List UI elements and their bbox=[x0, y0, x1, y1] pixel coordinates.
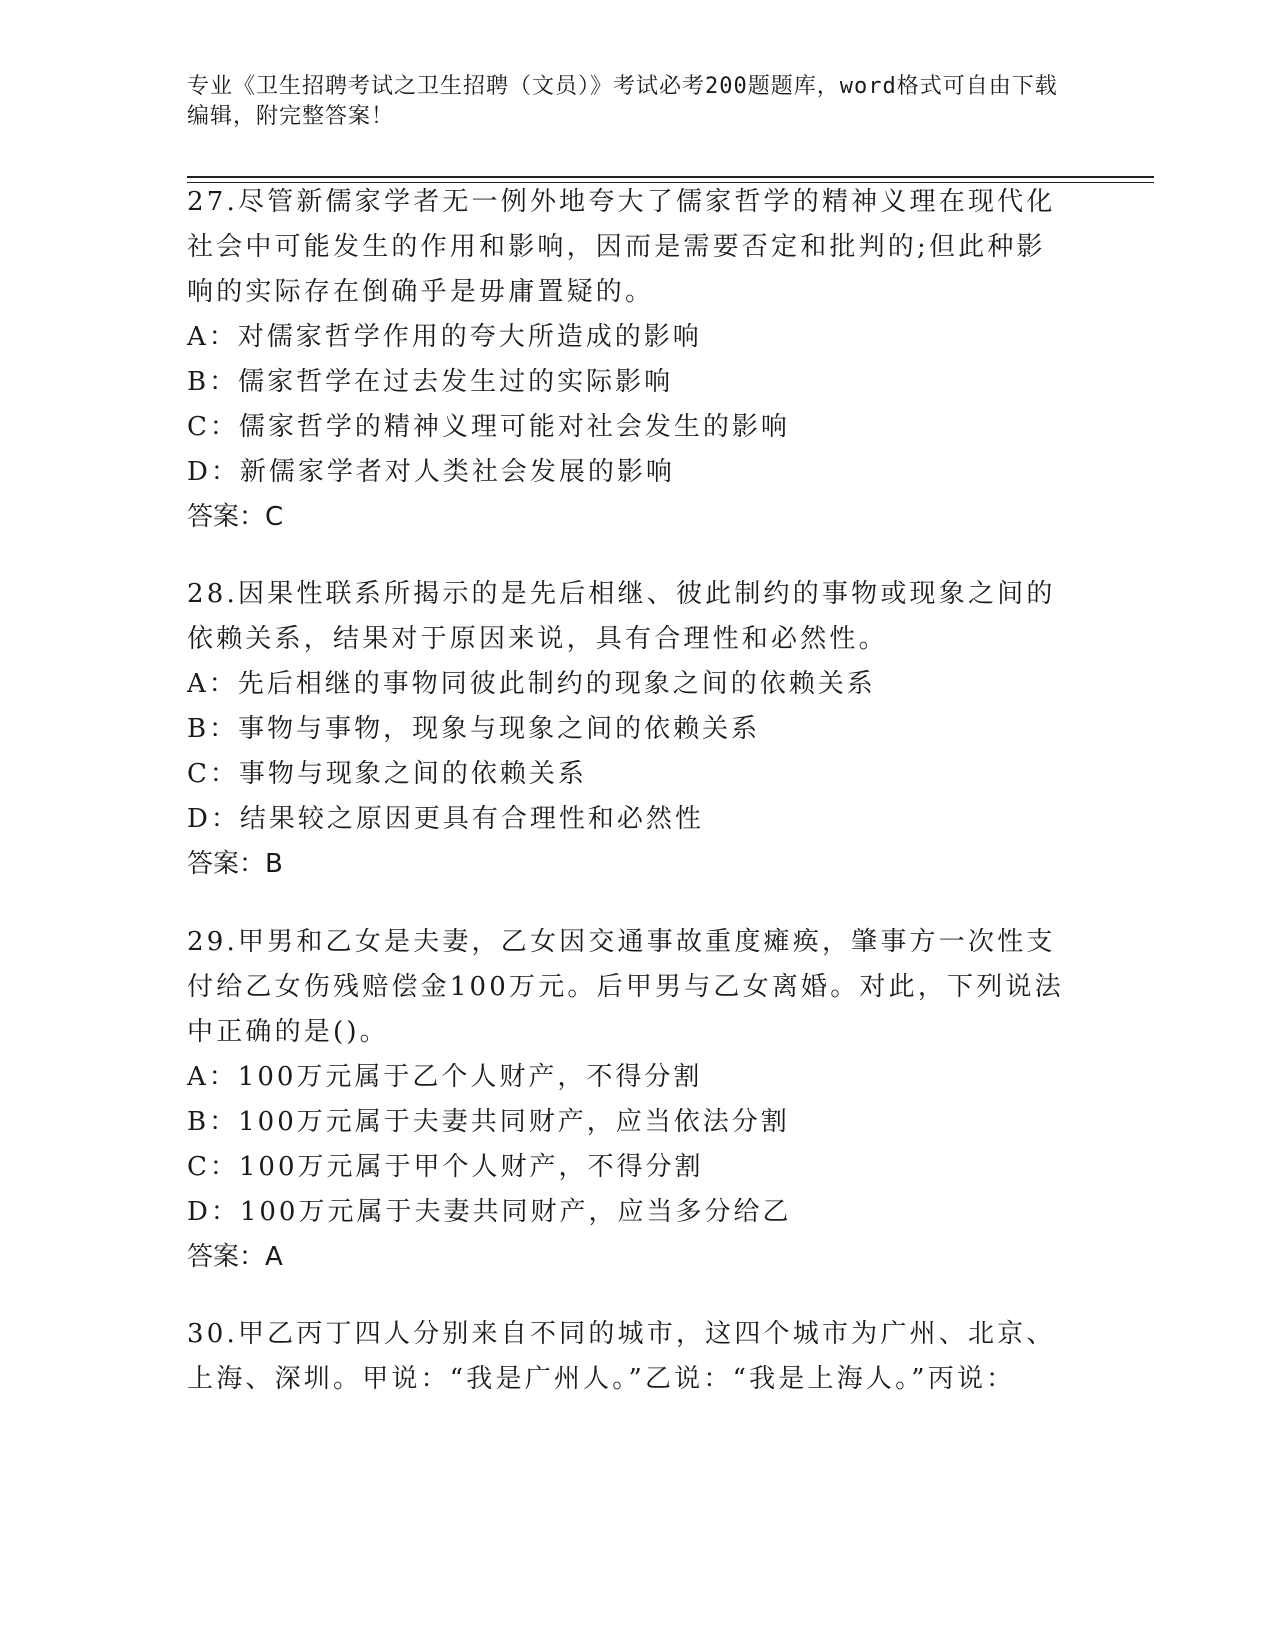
option-a: A：100万元属于乙个人财产，不得分割 bbox=[187, 1062, 703, 1092]
option-b: B：儒家哲学在过去发生过的实际影响 bbox=[187, 367, 674, 397]
option-b: B：100万元属于夫妻共同财产，应当依法分割 bbox=[187, 1107, 790, 1137]
option-d: D：100万元属于夫妻共同财产，应当多分给乙 bbox=[187, 1197, 792, 1227]
option-c: C：儒家哲学的精神义理可能对社会发生的影响 bbox=[187, 412, 790, 442]
document-header: 专业《卫生招聘考试之卫生招聘（文员）》考试必考200题题库，word格式可自由下载编辑，附完整答案！ bbox=[187, 74, 1058, 129]
option-a: A：先后相继的事物同彼此制约的现象之间的依赖关系 bbox=[187, 669, 876, 699]
answer-label: 答案：B bbox=[187, 849, 283, 879]
question-29 bbox=[187, 920, 1067, 1280]
option-b: B：事物与事物，现象与现象之间的依赖关系 bbox=[187, 714, 761, 744]
question-stem: 27.尽管新儒家学者无一例外地夸大了儒家哲学的精神义理在现代化社会中可能发生的作用和影响，因而是需要否定和批判的;但此种影响的实际存在倒确乎是毋庸置疑的。 bbox=[187, 187, 1056, 307]
question-27 bbox=[187, 180, 1067, 540]
question-stem: 29.甲男和乙女是夫妻，乙女因交通事故重度瘫痪，肇事方一次性支付给乙女伤残赔偿金100万元。后甲男与乙女离婚。对此，下列说法中正确的是()。 bbox=[187, 927, 1064, 1047]
option-d: D：新儒家学者对人类社会发展的影响 bbox=[187, 457, 675, 487]
option-d: D：结果较之原因更具有合理性和必然性 bbox=[187, 804, 704, 834]
option-a: A：对儒家哲学作用的夸大所造成的影响 bbox=[187, 322, 702, 352]
option-c: C：事物与现象之间的依赖关系 bbox=[187, 759, 587, 789]
answer-label: 答案：A bbox=[187, 1242, 283, 1272]
question-stem: 28.因果性联系所揭示的是先后相继、彼此制约的事物或现象之间的依赖关系，结果对于原因来说，具有合理性和必然性。 bbox=[187, 579, 1056, 654]
question-stem: 30.甲乙丙丁四人分别来自不同的城市，这四个城市为广州、北京、上海、深圳。甲说：“我是广州人。”乙说：“我是上海人。”丙说： bbox=[187, 1319, 1056, 1394]
question-30 bbox=[187, 1312, 1067, 1402]
option-c: C：100万元属于甲个人财产，不得分割 bbox=[187, 1152, 704, 1182]
header-divider-thick bbox=[187, 176, 1154, 178]
question-28 bbox=[187, 572, 1067, 887]
answer-label: 答案：C bbox=[187, 502, 284, 532]
